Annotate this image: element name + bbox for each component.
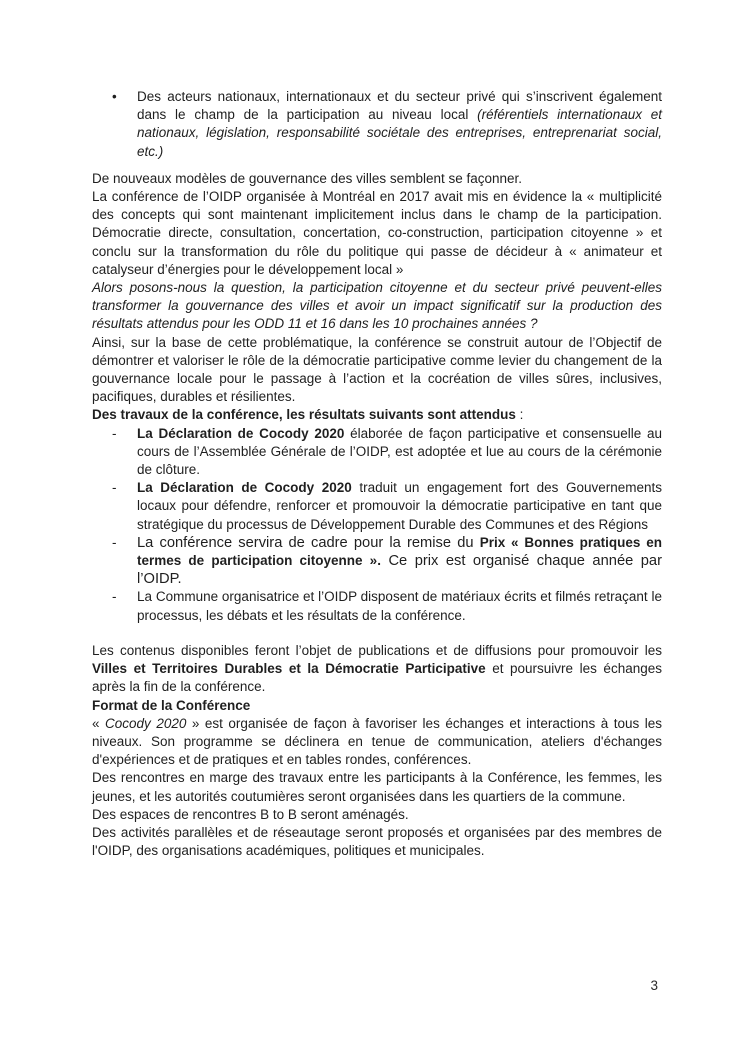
paragraph-activites-paralleles: [92, 824, 662, 860]
text-run: Des acteurs nationaux, internationaux et du secteur privé qui s’inscrivent également dans le champ de la participation au niveau local: [137, 89, 662, 123]
list-item-text: [137, 89, 662, 159]
result-item-declaration-elaboree: [92, 425, 662, 480]
paragraph-nouveaux-modeles: [92, 170, 662, 188]
list-item-text: [137, 535, 662, 586]
document-body: [92, 88, 662, 860]
text-run: La conférence de l’OIDP organisée à Montréal en 2017 avait mis en évidence la « multiplicité des concepts qui sont maintenant implicitement inclus dans le champ de la participation. Démocratie directe, consultation, concertation, co-construction, participation citoyenne » et conclu sur la transformation du rôle du politique qui passe de décideur à « animateur et catalyseur d’énergies pour le développement local »: [92, 189, 662, 277]
result-item-prix: [92, 534, 662, 589]
text-run: Ainsi, sur la base de cette problématique, la conférence se construit autour de l’Objectif de démontrer et valoriser le rôle de la démocratie participative comme levier du changement de la gouvernance locale pour le passage à l’action et la cocréation de villes sûres, inclusives, pacifiques, durables et résilientes.: [92, 334, 662, 405]
text-run: De nouveaux modèles de gouvernance des villes semblent se façonner.: [92, 170, 523, 186]
bullet-marker: •: [112, 89, 117, 104]
text-run: Format de la Conférence: [92, 697, 251, 713]
text-run: Des espaces de rencontres B to B seront aménagés.: [92, 806, 409, 822]
text-run: La Déclaration de Cocody 2020: [137, 425, 345, 441]
text-run: Ce prix est organisé chaque année par l’OIDP.: [137, 553, 662, 588]
text-run: et poursuivre les échanges après la fin de la conférence.: [92, 661, 662, 695]
text-run: :: [515, 407, 524, 423]
paragraph-objectif: [92, 334, 662, 407]
dash-marker: -: [112, 589, 117, 605]
text-run: La Commune organisatrice et l’OIDP disposent de matériaux écrits et filmés retraçant le processus, les débats et les résultats de la conférence.: [137, 589, 662, 623]
paragraph-espaces-btob: [92, 806, 662, 824]
heading-format-conference: [92, 697, 662, 715]
list-item-text: [137, 480, 662, 531]
text-run: Prix « Bonnes pratiques en termes de participation citoyenne ».: [137, 534, 662, 569]
text-run: (référentiels internationaux et nationaux, législation, responsabilité sociétale des entreprises, entreprenariat social, etc.): [137, 107, 662, 159]
text-run: La conférence servira de cadre pour la remise du: [137, 534, 480, 551]
dash-marker: -: [112, 425, 117, 441]
page-number: 3: [650, 978, 658, 993]
intro-bullet-item: [92, 88, 662, 161]
paragraph-contenus-disponibles: [92, 642, 662, 697]
text-run: Alors posons-nous la question, la participation citoyenne et du secteur privé peuvent-elles transformer la gouvernance des villes et avoir un impact significatif sur la production des résultats attendus pour les ODD 11 et 16 dans les 10 prochaines années ?: [92, 280, 662, 332]
text-run: Cocody 2020: [105, 715, 187, 731]
text-run: Villes et Territoires Durables et la Démocratie Participative: [92, 661, 486, 677]
text-run: Des activités parallèles et de réseautage seront proposés et organisées par des membres de l'OIDP, des organisations académiques, politiques et municipales.: [92, 824, 662, 859]
dash-marker: -: [112, 480, 117, 496]
result-item-materiaux: [92, 588, 662, 624]
text-run: Les contenus disponibles feront l’objet de publications et de diffusions pour promouvoir les: [92, 642, 662, 658]
text-run: traduit un engagement fort des Gouvernements locaux pour défendre, renforcer et promouvoir la démocratie participative en tant que stratégique du processus de Développement Durable des Communes et des Régions: [137, 480, 662, 532]
dash-marker: -: [112, 534, 117, 550]
result-item-declaration-engagement: [92, 479, 662, 534]
text-run: «: [92, 715, 106, 731]
heading-resultats-attendus: [92, 406, 662, 424]
list-item-text: [137, 589, 662, 622]
paragraph-rencontres-marge: [92, 769, 662, 805]
paragraph-question-odd: [92, 279, 662, 334]
text-run: élaborée de façon participative et consensuelle au cours de l’Assemblée Générale de l’OIDP, est adoptée et lue au cours de la cérémonie de clôture.: [137, 425, 662, 478]
text-run: La Déclaration de Cocody 2020: [137, 480, 352, 496]
list-item-text: [137, 426, 662, 477]
paragraph-conference-montreal: [92, 188, 662, 279]
paragraph-cocody-organisation: [92, 715, 662, 770]
text-run: Des rencontres en marge des travaux entre les participants à la Conférence, les femmes, les jeunes, et les autorités coutumières seront organisées dans les quartiers de la commune.: [92, 770, 662, 804]
text-run: Des travaux de la conférence, les résultats suivants sont attendus: [92, 407, 516, 423]
text-run: » est organisée de façon à favoriser les échanges et interactions à tous les niveaux. Son programme se déclinera en tenue de communication, ateliers d'échanges d'expériences et de pratiques et en tables rondes, conférences.: [92, 715, 662, 768]
